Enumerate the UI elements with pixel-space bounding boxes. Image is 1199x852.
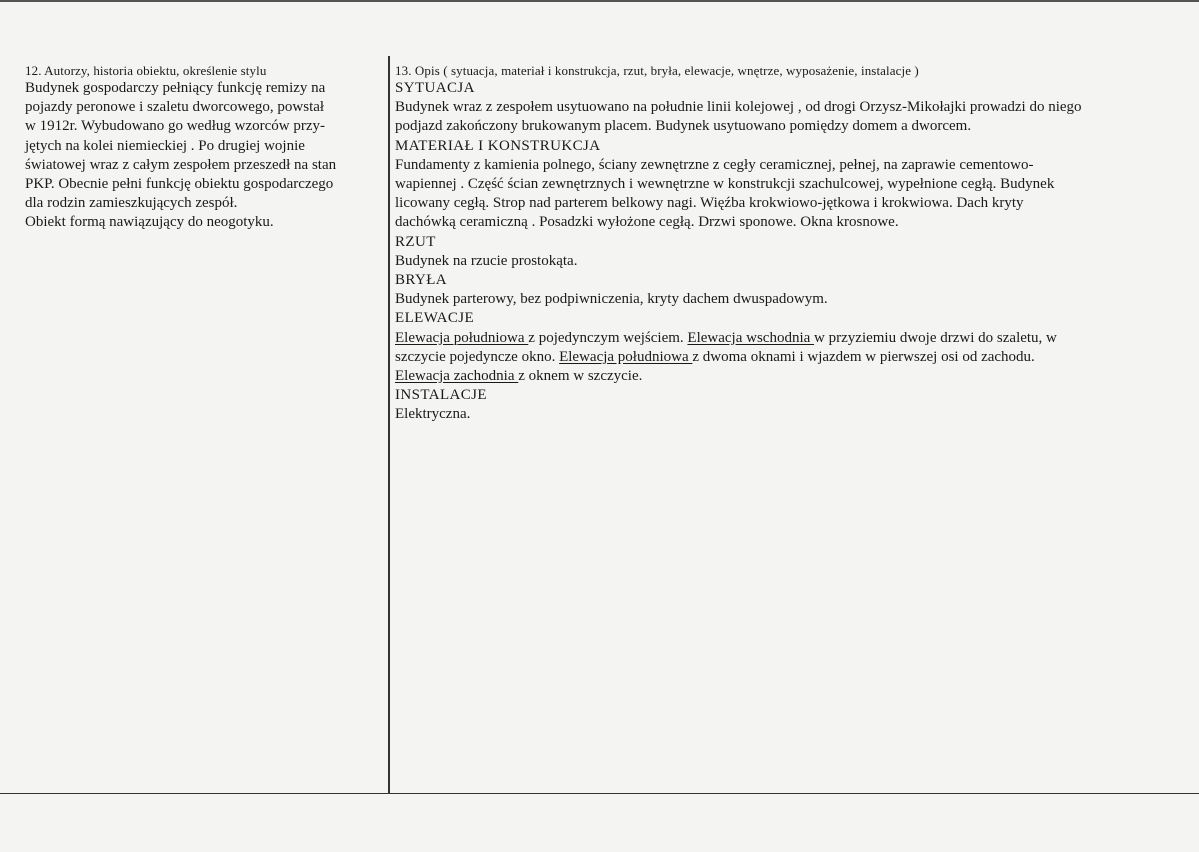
column-divider	[388, 56, 390, 794]
elewacje-line	[395, 348, 1185, 367]
history-line: Budynek gospodarczy pełniący funkcję remizy na	[25, 80, 326, 96]
bryla-label: BRYŁA	[395, 272, 448, 289]
top-border	[0, 0, 1199, 2]
material-line: dachówką ceramiczną . Posadzki wyłożone cegłą. Drzwi sponowe. Okna krosnowe.	[395, 214, 899, 231]
history-line: światowej wraz z całym zespołem przeszedł na stan	[25, 156, 337, 173]
elevation-east-label: Elewacja wschodnia	[687, 329, 815, 346]
history-line: PKP. Obecnie pełni funkcję obiektu gospodarczego	[25, 176, 334, 193]
description-heading: 13. Opis ( sytuacja, materiał i konstrukcja, rzut, bryła, elewacje, wnętrze, wyposażenie, instalacje )	[395, 63, 919, 78]
history-section	[25, 62, 375, 233]
material-label: MATERIAŁ I KONSTRUKCJA	[395, 137, 601, 154]
elevation-south-label: Elewacja południowa	[395, 329, 529, 346]
sytuacja-line: podjazd zakończony brukowanym placem. Budynek usytuowano pomiędzy domem a dworcem.	[395, 118, 972, 135]
history-line: Obiekt formą nawiązujący do neogotyku.	[25, 214, 274, 231]
elevation-text: w przyziemiu dwoje drzwi do szaletu, w	[814, 329, 1057, 346]
instalacje-text: Elektryczna.	[395, 406, 471, 423]
elewacje-label: ELEWACJE	[395, 310, 475, 327]
sytuacja-line: Budynek wraz z zespołem usytuowano na południe linii kolejowej , od drogi Orzysz-Mikołajki prowadzi do niego	[395, 99, 1082, 116]
elevation-south-label: Elewacja południowa	[559, 348, 693, 365]
rzut-text: Budynek na rzucie prostokąta.	[395, 252, 578, 269]
bryla-text: Budynek parterowy, bez podpiwniczenia, kryty dachem dwuspadowym.	[395, 291, 828, 308]
elevation-text: z oknem w szczycie.	[518, 368, 643, 385]
history-line: w 1912r. Wybudowano go według wzorców przy-	[25, 118, 326, 135]
elewacje-line	[395, 329, 1185, 348]
history-line: pojazdy peronowe i szaletu dworcowego, powstał	[25, 99, 325, 116]
history-line: dla rodzin zamieszkujących zespół.	[25, 195, 238, 212]
history-heading: 12. Autorzy, historia obiektu, określenie stylu	[25, 63, 267, 78]
material-line: Fundamenty z kamienia polnego, ściany zewnętrzne z cegły ceramicznej, pełnej, na zaprawie cementowo-	[395, 156, 1034, 173]
elevation-west-label: Elewacja zachodnia	[395, 368, 519, 385]
elevation-text: szczycie pojedyncze okno.	[395, 348, 560, 365]
sytuacja-label: SYTUACJA	[395, 80, 475, 96]
history-line: jętych na kolei niemieckiej . Po drugiej wojnie	[25, 137, 305, 154]
bottom-border	[0, 793, 1199, 794]
material-line: wapiennej . Część ścian zewnętrznych i wewnętrzne w konstrukcji szachulcowej, wypełnione cegłą. Budynek	[395, 176, 1055, 193]
description-section	[395, 62, 1185, 425]
instalacje-label: INSTALACJE	[395, 387, 487, 404]
material-line: licowany cegłą. Strop nad parterem belkowy nagi. Więźba krokwiowo-jętkowa i krokwiowa. Dach kryty	[395, 195, 1024, 212]
elevation-text: z pojedynczym wejściem.	[528, 329, 688, 346]
elevation-text: z dwoma oknami i wjazdem w pierwszej osi od zachodu.	[692, 348, 1035, 365]
elewacje-line	[395, 367, 1185, 386]
rzut-label: RZUT	[395, 233, 436, 250]
